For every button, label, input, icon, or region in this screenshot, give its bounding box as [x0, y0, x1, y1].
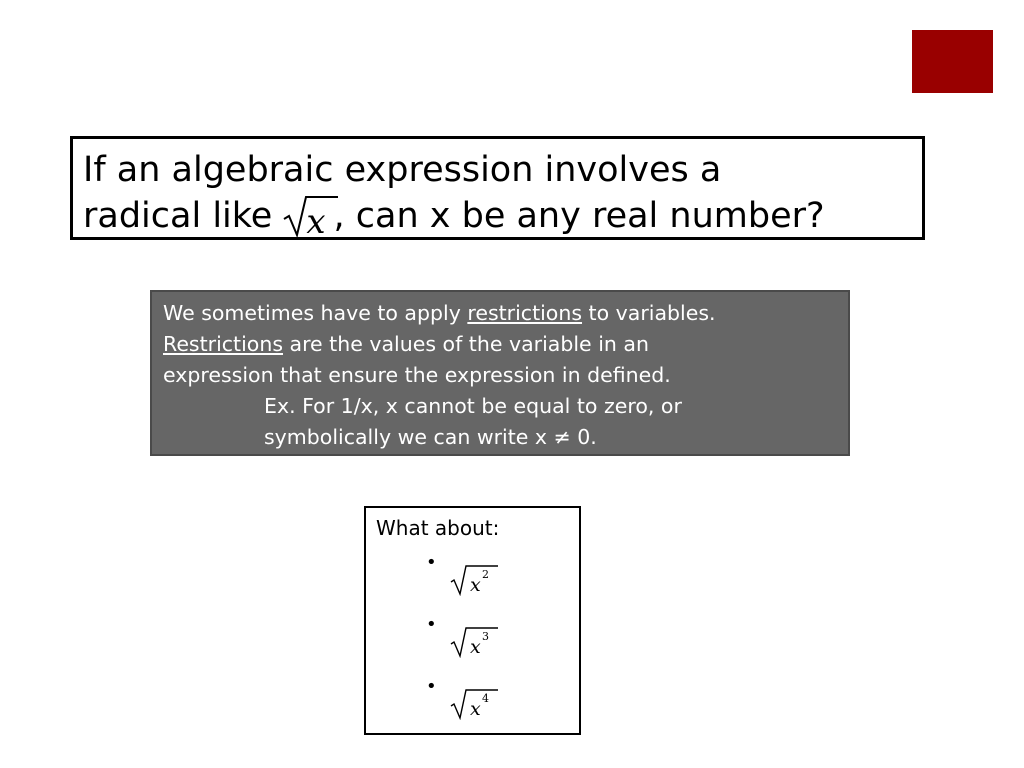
- radical-sign-icon: [282, 193, 338, 237]
- info-example-line-2: symbolically we can write x ≠ 0.: [264, 425, 597, 449]
- question-line-2: [83, 193, 922, 245]
- info-line-2: [163, 329, 848, 360]
- what-about-title: What about:: [376, 516, 500, 540]
- bullet-icon: •: [426, 614, 437, 635]
- what-about-box: [364, 506, 581, 735]
- restrictions-term: restrictions: [467, 301, 583, 325]
- restrictions-term: Restrictions: [163, 332, 283, 356]
- sqrt-expression: [450, 564, 510, 596]
- accent-square: [912, 30, 993, 93]
- radicand: x: [306, 202, 326, 242]
- info-text: We sometimes have to apply: [163, 301, 468, 325]
- info-line-3: expression that ensure the expression in defined.: [163, 363, 671, 387]
- info-example-line-1: Ex. For 1/x, x cannot be equal to zero, or: [264, 394, 682, 418]
- sqrt-expression: [450, 626, 510, 658]
- radicand-exponent: 3: [482, 630, 489, 643]
- info-text: are the values of the variable in an: [283, 332, 649, 356]
- radicand-base: x: [470, 698, 481, 720]
- sqrt-x-expression: [282, 199, 329, 245]
- info-text: to variables.: [582, 301, 716, 325]
- sqrt-expression: [450, 688, 510, 720]
- radicand-base: x: [470, 574, 481, 596]
- bullet-icon: •: [426, 676, 437, 697]
- radicand-exponent: 4: [482, 692, 489, 705]
- bullet-icon: •: [426, 552, 437, 573]
- question-line-1: If an algebraic expression involves a: [83, 150, 722, 190]
- question-text-after: , can x be any real number?: [333, 196, 825, 236]
- restrictions-info-box: [150, 290, 850, 456]
- question-text-before: radical like: [83, 196, 273, 236]
- info-line-1: [163, 298, 848, 329]
- radicand-exponent: 2: [482, 568, 489, 581]
- radicand-base: x: [470, 636, 481, 658]
- question-box: [70, 136, 925, 240]
